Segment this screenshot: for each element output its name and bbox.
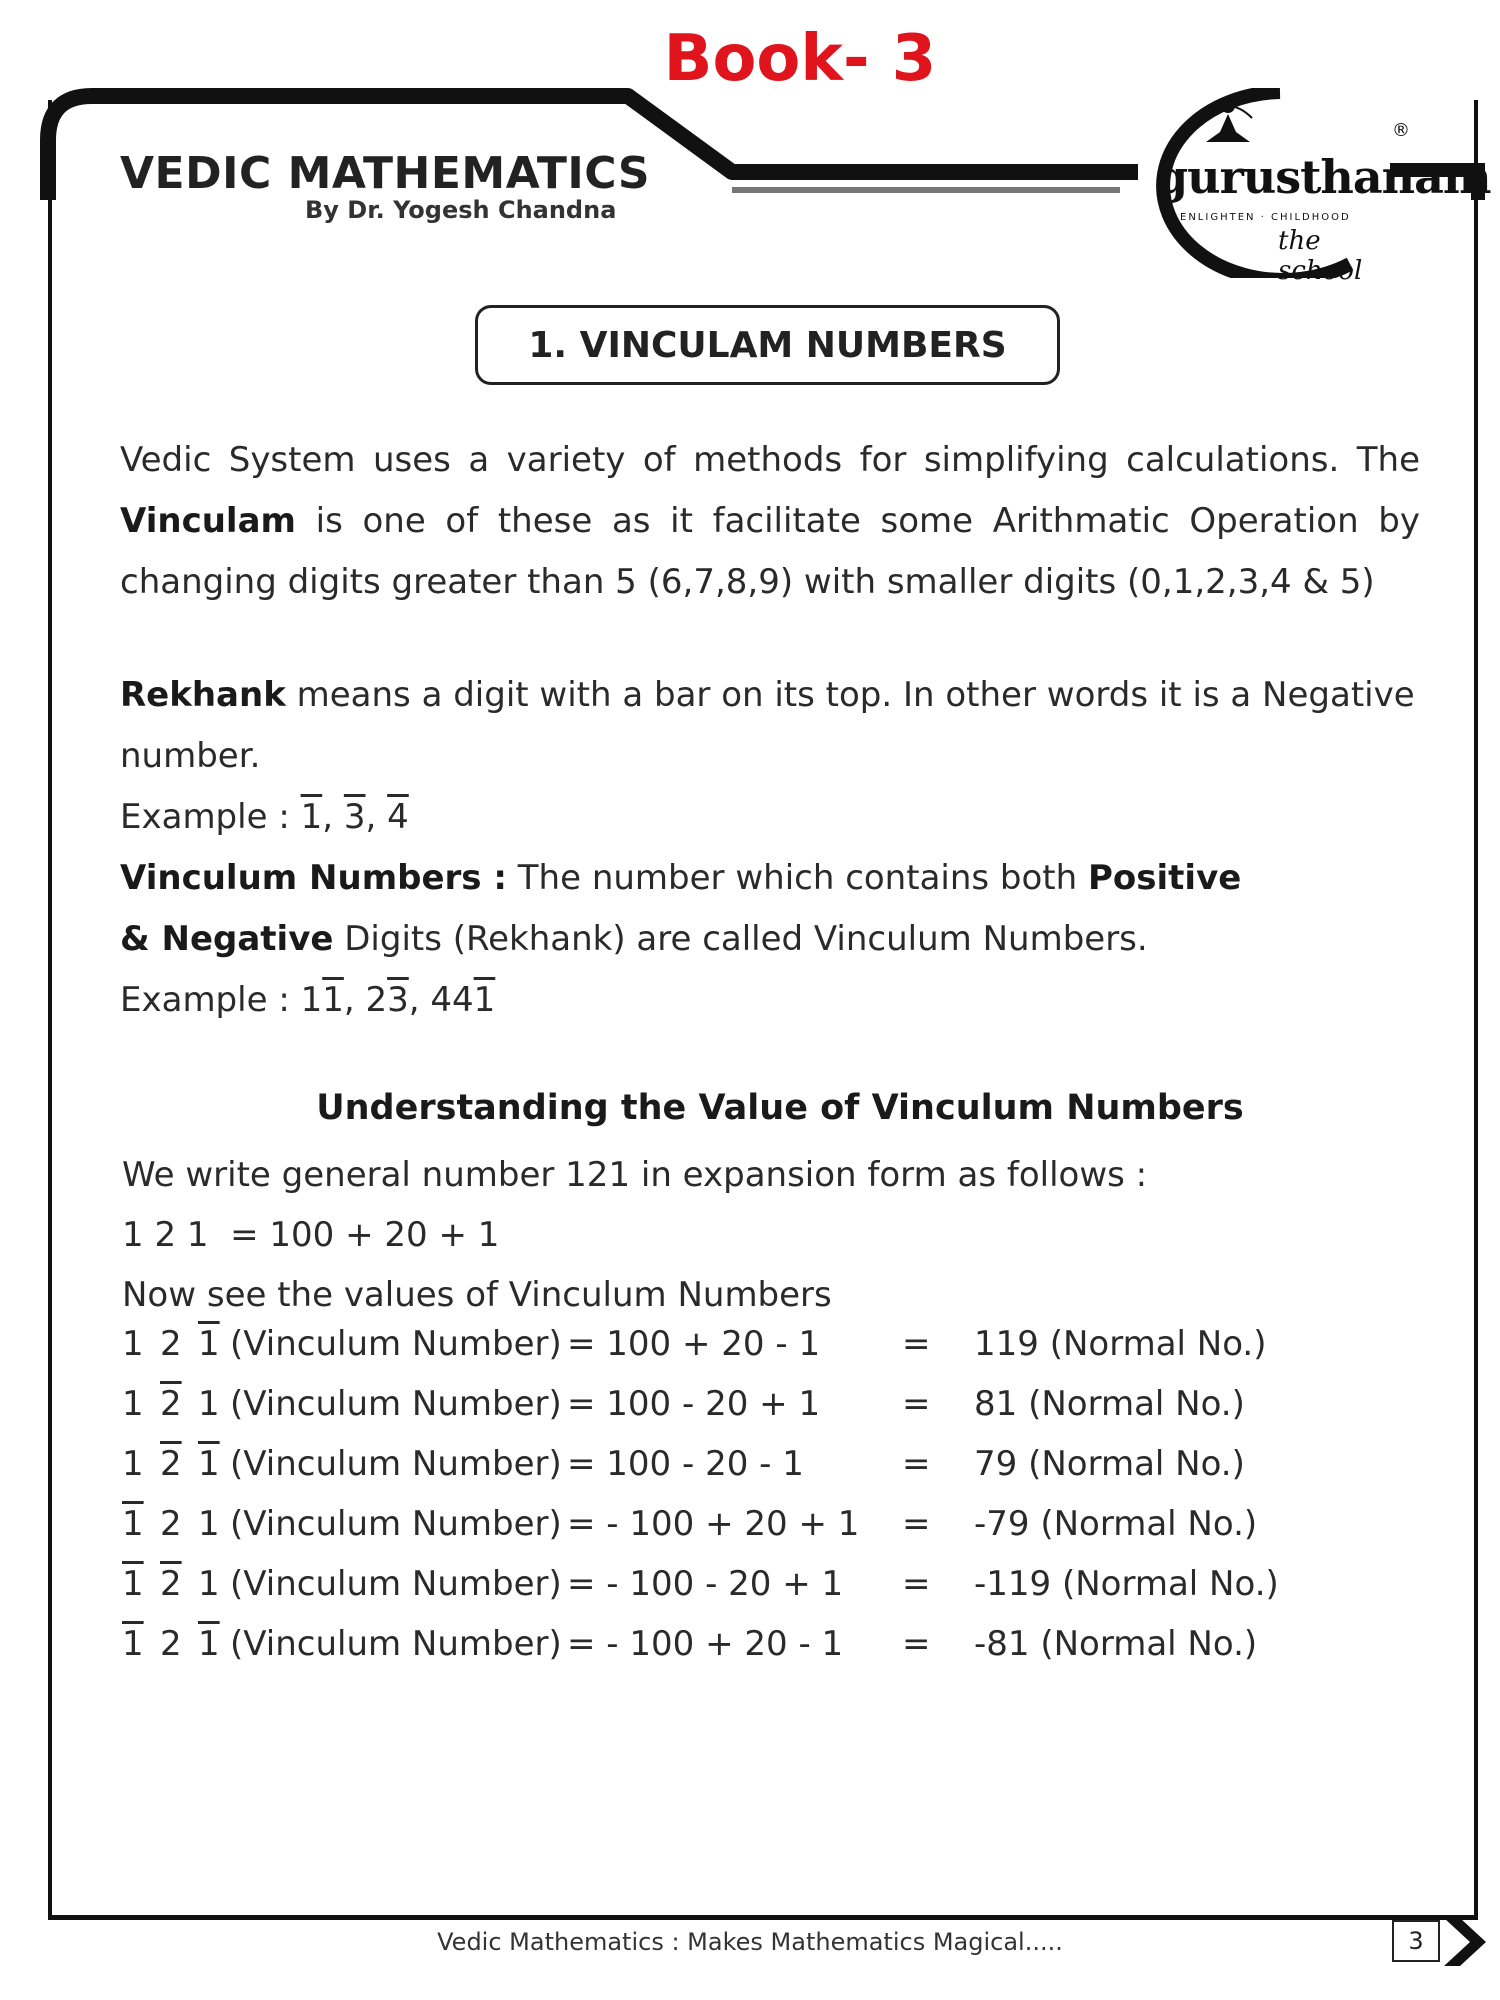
table-row	[122, 1384, 1422, 1440]
digit: 1	[198, 1564, 220, 1604]
section-heading: Understanding the Value of Vinculum Numbers	[316, 1088, 1244, 1128]
vinculum-definition: Vinculum Numbers : The number which contains both Positive & Negative Digits (Rekhank) are called Vinculum Numbers.	[120, 858, 1242, 959]
bar-digit: 4	[387, 797, 409, 837]
header-title: VEDIC MATHEMATICS	[120, 148, 651, 199]
vinculum-example: Example : 11, 23, 441	[120, 980, 496, 1020]
bar-digit: 3	[343, 797, 366, 837]
row-expression: = - 100 + 20 - 1	[567, 1624, 844, 1664]
book-label: Book- 3	[663, 22, 937, 96]
logo-name: gurusthanam	[1156, 150, 1491, 204]
term-vinculum-numbers: Vinculum Numbers :	[120, 858, 507, 898]
digit: 1	[122, 1324, 144, 1364]
bar-digit: 2	[160, 1564, 182, 1604]
logo-tagline: ENLIGHTEN · CHILDHOOD	[1180, 212, 1351, 223]
row-label: (Vinculum Number)	[230, 1324, 562, 1364]
row-label: (Vinculum Number)	[230, 1444, 562, 1484]
bar-digit: 1	[122, 1564, 144, 1604]
row-label: (Vinculum Number)	[230, 1384, 562, 1424]
row-expression: = 100 + 20 - 1	[567, 1324, 821, 1364]
term-vinculam: Vinculam	[120, 501, 296, 541]
row-equals: =	[902, 1564, 931, 1604]
term-rekhank: Rekhank	[120, 675, 286, 715]
row-label: (Vinculum Number)	[230, 1504, 562, 1544]
bar-digit: 1	[122, 1504, 144, 1544]
row-expression: = 100 - 20 - 1	[567, 1444, 804, 1484]
row-result: -79 (Normal No.)	[974, 1504, 1258, 1544]
row-equals: =	[902, 1384, 931, 1424]
row-equals: =	[902, 1624, 931, 1664]
bar-digit: 1	[198, 1324, 220, 1364]
row-result: 79 (Normal No.)	[974, 1444, 1245, 1484]
table-row	[122, 1624, 1422, 1680]
bar-digit: 2	[160, 1384, 182, 1424]
meditating-figure-icon	[1198, 96, 1258, 154]
digit: 2	[160, 1624, 182, 1664]
expansion-intro: We write general number 121 in expansion form as follows :	[122, 1155, 1148, 1195]
row-result: 81 (Normal No.)	[974, 1384, 1245, 1424]
bar-digit: 2	[160, 1444, 182, 1484]
row-result: -119 (Normal No.)	[974, 1564, 1279, 1604]
table-row	[122, 1324, 1422, 1380]
registered-mark: ®	[1392, 120, 1410, 141]
intro-paragraph: Vedic System uses a variety of methods for simplifying calculations. The Vinculam is one of these as it facilitate some Arithmatic Operation by changing digits greater than 5 (6,7,8,9) with smaller digits (0,1,2,3,4 & 5)	[120, 440, 1420, 602]
header-author: By Dr. Yogesh Chandna	[305, 196, 617, 224]
row-expression: = - 100 - 20 + 1	[567, 1564, 844, 1604]
page-number: 3	[1392, 1920, 1440, 1962]
row-result: 119 (Normal No.)	[974, 1324, 1267, 1364]
rekhank-paragraph: Rekhank means a digit with a bar on its top. In other words it is a Negative number.	[120, 675, 1415, 776]
bar-digit: 1	[198, 1444, 220, 1484]
digit: 2	[160, 1504, 182, 1544]
row-label: (Vinculum Number)	[230, 1624, 562, 1664]
digit: 2	[160, 1324, 182, 1364]
digit: 1	[198, 1504, 220, 1544]
digit: 1	[198, 1384, 220, 1424]
logo-script: the school	[1278, 226, 1363, 286]
row-result: -81 (Normal No.)	[974, 1624, 1258, 1664]
bar-digit: 1	[122, 1624, 144, 1664]
table-row	[122, 1504, 1422, 1560]
values-intro: Now see the values of Vinculum Numbers	[122, 1275, 832, 1315]
page-arrow-icon	[1440, 1914, 1490, 1970]
row-equals: =	[902, 1444, 931, 1484]
row-equals: =	[902, 1324, 931, 1364]
bar-digit: 1	[198, 1624, 220, 1664]
row-label: (Vinculum Number)	[230, 1564, 562, 1604]
chapter-title: 1. VINCULAM NUMBERS	[475, 305, 1060, 385]
table-row	[122, 1444, 1422, 1500]
table-row	[122, 1564, 1422, 1620]
school-logo	[1110, 88, 1491, 286]
row-equals: =	[902, 1504, 931, 1544]
row-expression: = - 100 + 20 + 1	[567, 1504, 860, 1544]
footer-text: Vedic Mathematics : Makes Mathematics Magical.....	[437, 1928, 1063, 1956]
bar-digit: 1	[300, 797, 323, 837]
digit: 1	[122, 1384, 144, 1424]
expansion-formula: 1 2 1 = 100 + 20 + 1	[122, 1215, 500, 1255]
row-expression: = 100 - 20 + 1	[567, 1384, 821, 1424]
rekhank-example: Example : 1, 3, 4	[120, 797, 409, 837]
digit: 1	[122, 1444, 144, 1484]
